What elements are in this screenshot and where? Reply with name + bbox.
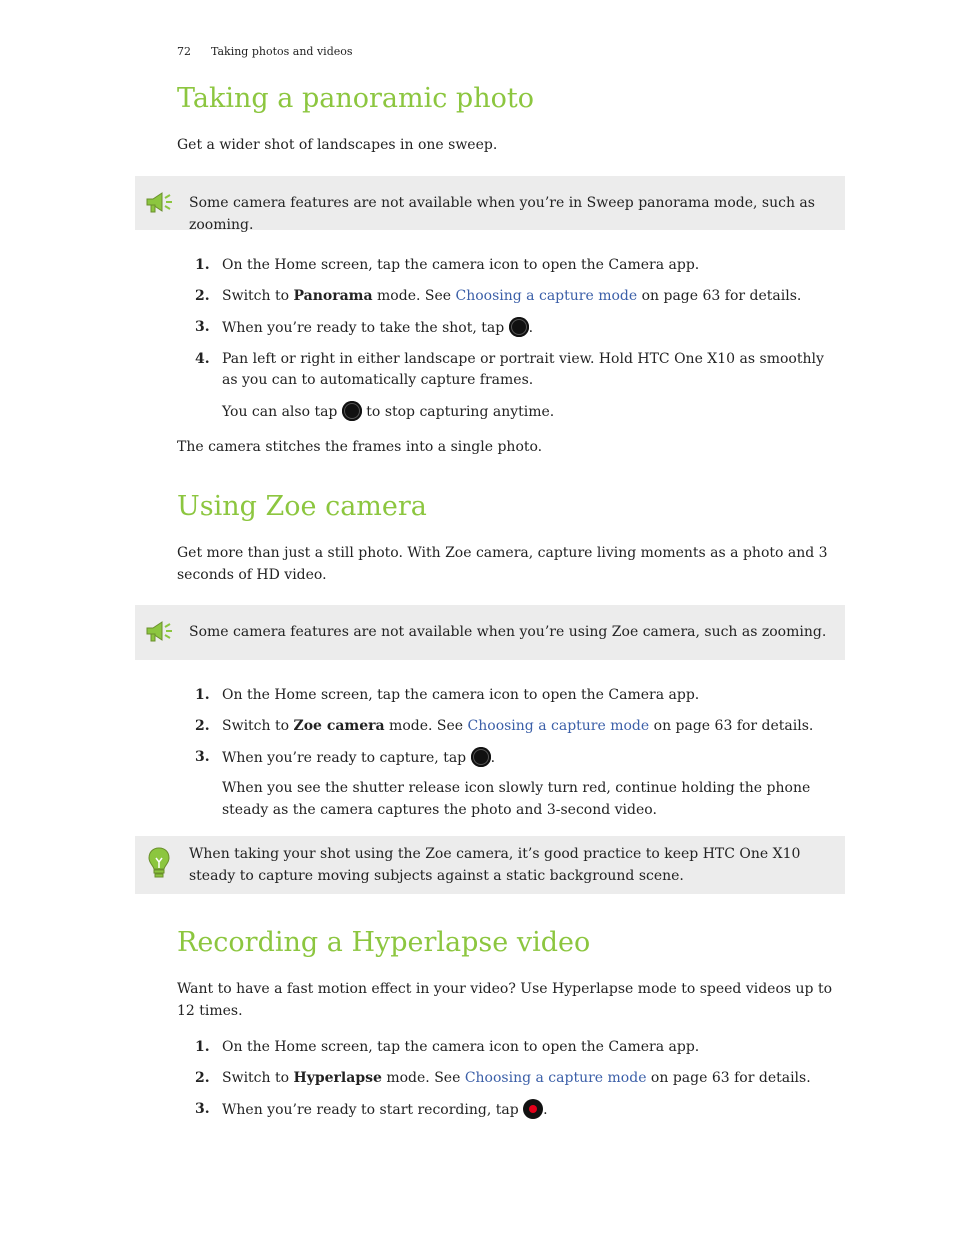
- chapter-title: Taking photos and videos: [211, 45, 353, 58]
- shutter-button-icon: [509, 317, 529, 337]
- record-button-icon: [523, 1099, 543, 1119]
- section-title-hyperlapse: Recording a Hyperlapse video: [177, 927, 591, 958]
- note-box: [135, 605, 845, 660]
- link-capture-mode[interactable]: Choosing a capture mode: [455, 288, 638, 304]
- section-intro: Get a wider shot of landscapes in one sweep.: [177, 137, 498, 153]
- shutter-button-icon: [342, 401, 362, 421]
- megaphone-icon: [145, 190, 173, 220]
- shutter-button-icon: [471, 747, 491, 767]
- tip-box: [135, 836, 845, 894]
- section-title-panoramic: Taking a panoramic photo: [177, 83, 534, 114]
- section-intro: Want to have a fast motion effect in your video? Use Hyperlapse mode to speed videos up to 12 times.: [177, 981, 833, 1019]
- note-box: [135, 176, 845, 233]
- section-outro: The camera stitches the frames into a single photo.: [177, 439, 543, 455]
- section-title-zoe: Using Zoe camera: [177, 491, 427, 522]
- note-text: Some camera features are not available when you’re in Sweep panorama mode, such as zooming.: [189, 195, 815, 233]
- megaphone-icon: [145, 619, 173, 649]
- page-number: 72: [177, 45, 191, 58]
- section-intro: Get more than just a still photo. With Zoe camera, capture living moments as a photo and 3 seconds of HD video.: [177, 545, 828, 583]
- link-capture-mode[interactable]: Choosing a capture mode: [467, 718, 650, 734]
- lightbulb-icon: [147, 846, 171, 884]
- step-subtext: You can also tap to stop capturing anytime.: [222, 401, 842, 423]
- link-capture-mode[interactable]: Choosing a capture mode: [464, 1070, 647, 1086]
- page-header: [177, 45, 353, 58]
- tip-text: When taking your shot using the Zoe camera, it’s good practice to keep HTC One X10 steady to capture moving subjects against a static background scene.: [189, 846, 801, 884]
- step-subtext: When you see the shutter release icon slowly turn red, continue holding the phone steady as the camera captures the photo and 3-second video.: [222, 780, 811, 818]
- note-text: Some camera features are not available when you’re using Zoe camera, such as zooming.: [189, 624, 827, 640]
